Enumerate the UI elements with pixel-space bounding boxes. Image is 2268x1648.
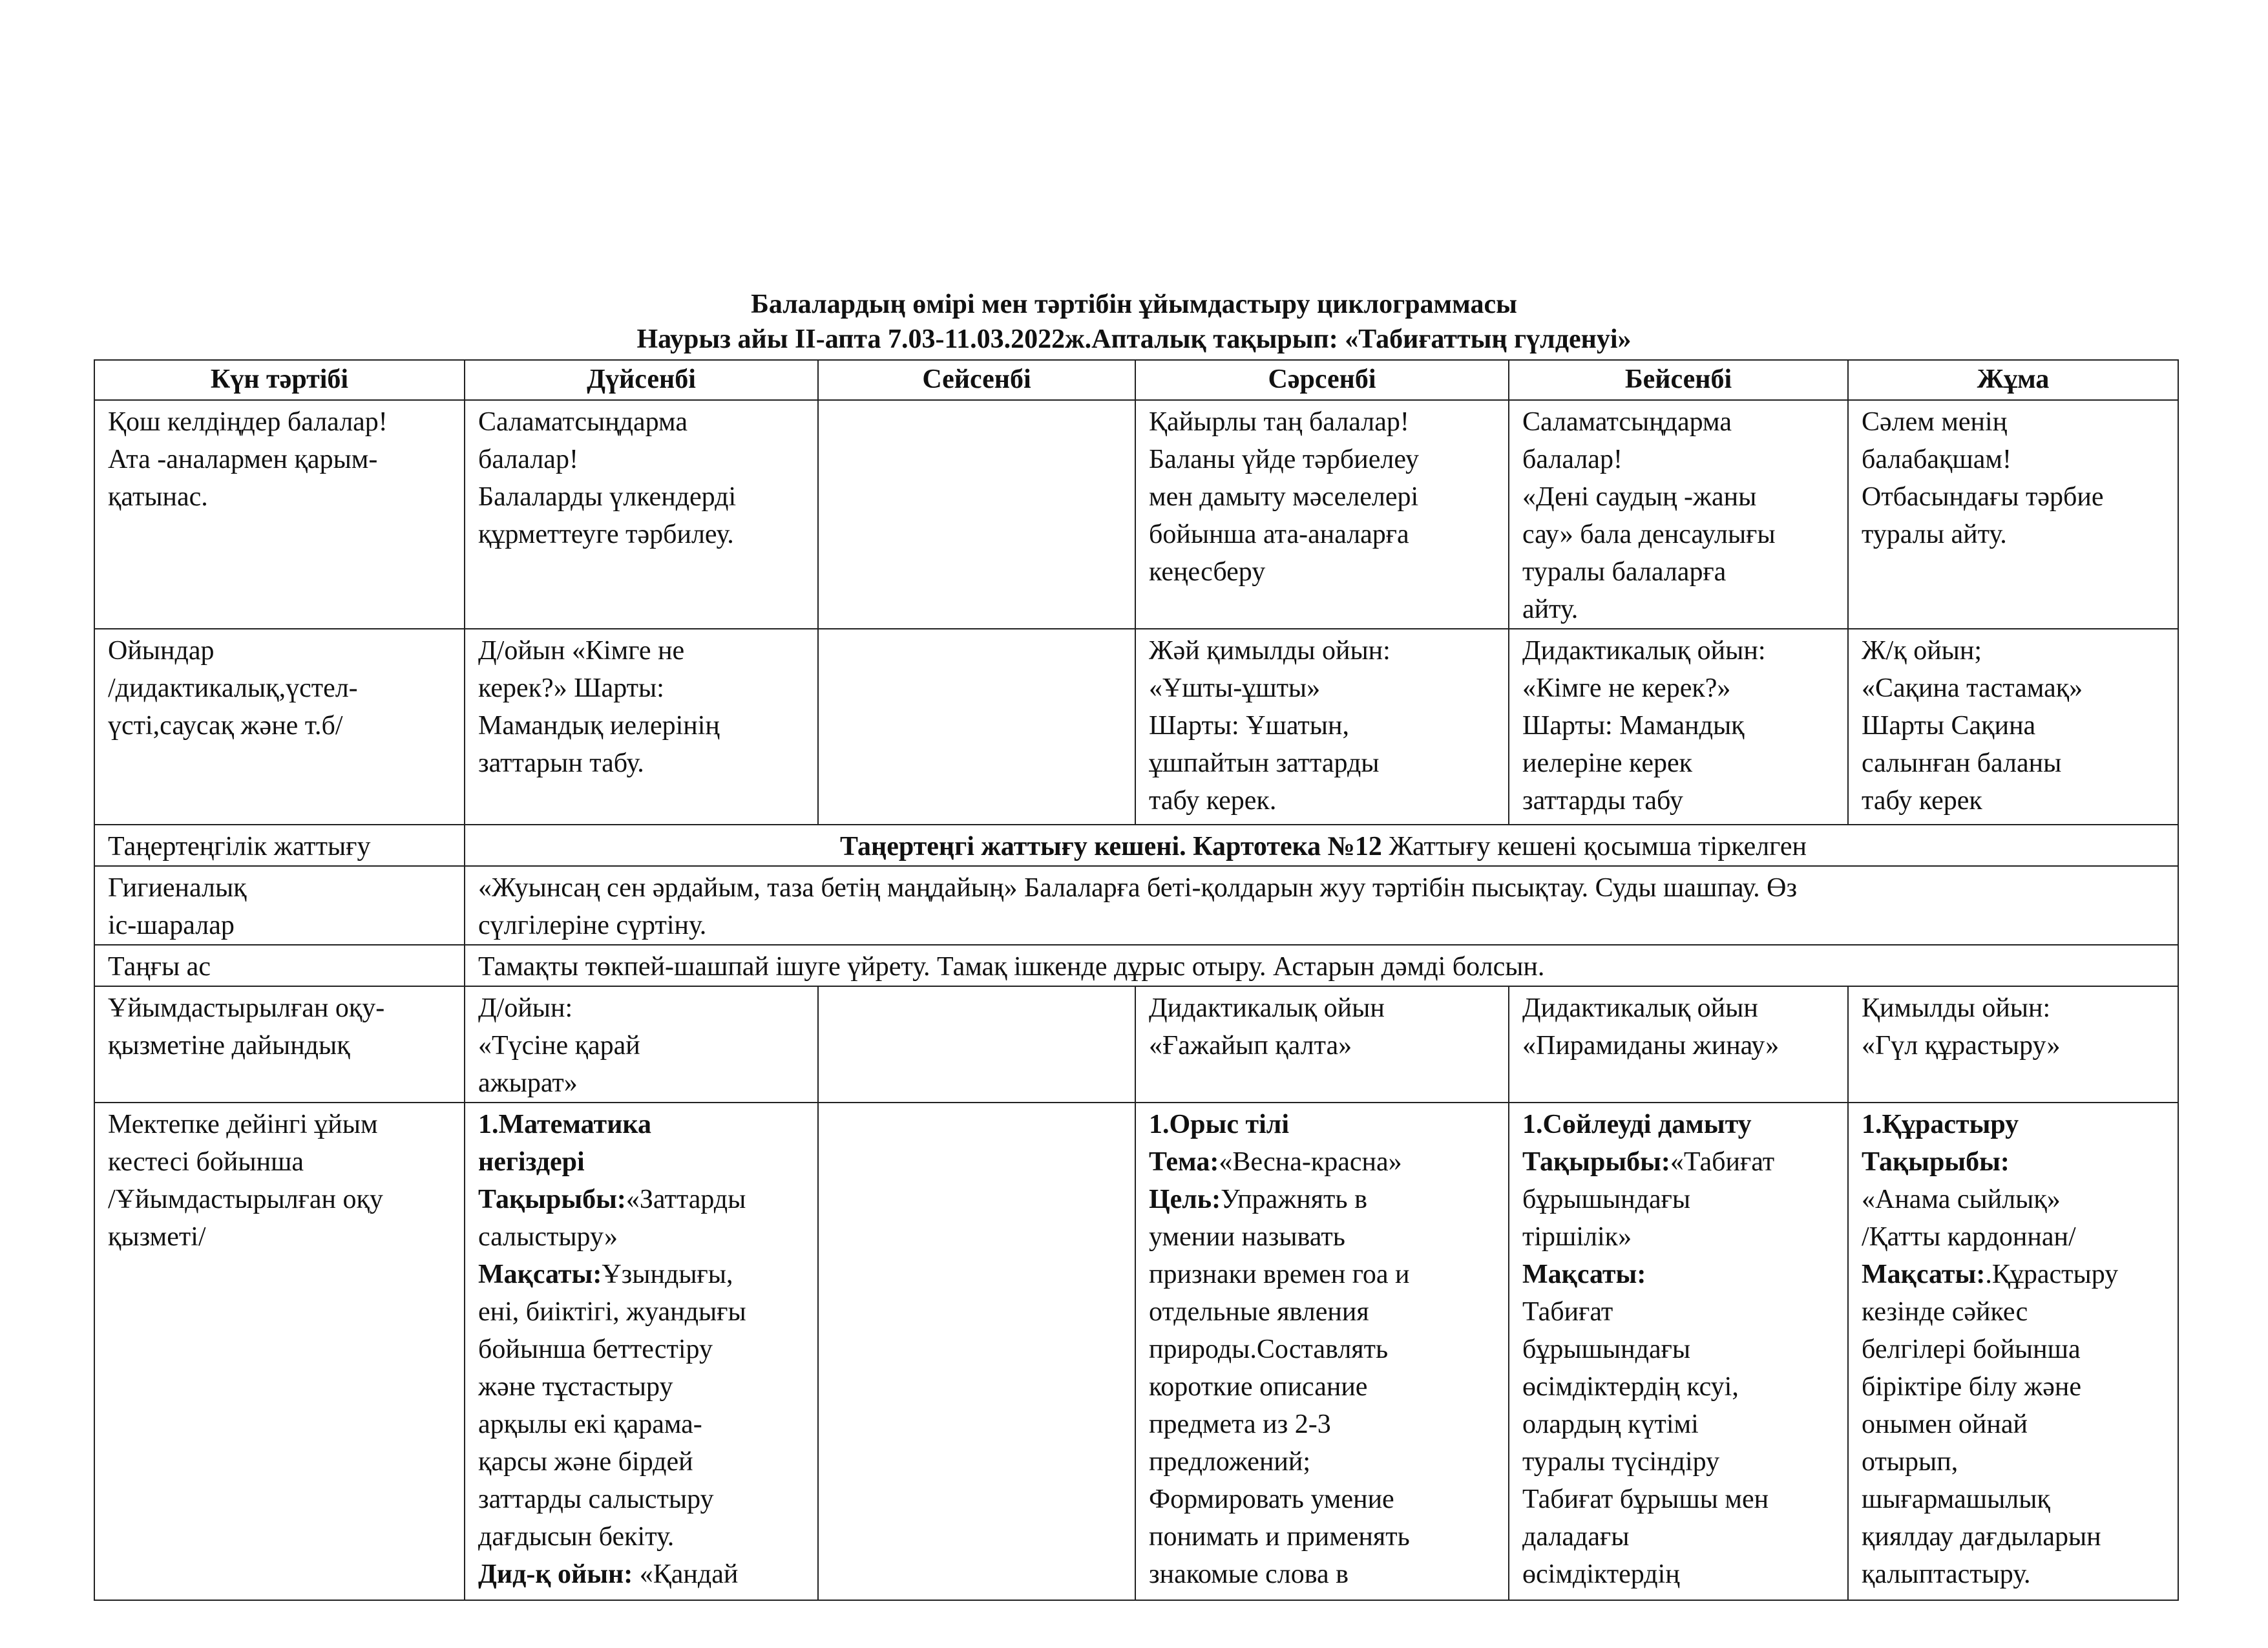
cell-line <box>478 1518 808 1556</box>
bold-label: 1.Сөйлеуді дамыту <box>1522 1110 1752 1139</box>
cell-line: Дидактикалық ойын <box>1149 993 1385 1023</box>
cell-line: Шарты: Мамандық <box>1522 711 1745 741</box>
cell-line: ажырат» <box>478 1068 578 1098</box>
line-text: понимать и применять <box>1149 1522 1410 1552</box>
cell-line: балабақшам! <box>1862 445 2011 474</box>
cell-wednesday <box>1135 629 1509 825</box>
line-text: өсімдіктердің ксуі, <box>1522 1372 1739 1402</box>
cell-line: сау» бала денсаулығы <box>1522 520 1776 549</box>
cell-line <box>1862 1256 2168 1293</box>
cell-line <box>1522 1181 1838 1218</box>
cell-line: табу керек <box>1862 786 1982 816</box>
cell-line: Қош келдіңдер балалар! <box>108 407 388 437</box>
cell-line <box>1149 1518 1499 1556</box>
cell-line <box>1862 1143 2168 1181</box>
bold-label: Тема: <box>1149 1147 1219 1177</box>
row-breakfast <box>94 945 2178 986</box>
cell-tuesday <box>818 986 1135 1103</box>
line-text: бұрышындағы <box>1522 1185 1691 1214</box>
line-text: заттарды салыстыру <box>478 1484 714 1514</box>
cell-line <box>1522 1256 1838 1293</box>
line-text: қарсы және бірдей <box>478 1447 693 1477</box>
morning-exercise-note: Жаттығу кешені қосымша тіркелген <box>1381 832 1807 861</box>
cell-line: мен дамыту мәселелері <box>1149 482 1419 512</box>
cell-line: «Жуынсаң сен әрдайым, таза бетің маңдайың» Балаларға беті-қолдарын жуу тәртібін пысықтау. Суды шашпау. Өз <box>478 873 1798 903</box>
line-text: .Құрастыру <box>1985 1260 2119 1289</box>
header-cell: Дүйсенбі <box>465 360 818 400</box>
cell-line <box>1862 1331 2168 1368</box>
cell-monday <box>465 629 818 825</box>
line-text: біріктіре білу және <box>1862 1372 2081 1402</box>
cell-line <box>478 1443 808 1481</box>
line-text: қиялдау дағдыларын <box>1862 1522 2101 1552</box>
line-text: короткие описание <box>1149 1372 1368 1402</box>
bold-label: Мақсаты: <box>1522 1260 1646 1289</box>
line-text: туралы түсіндіру <box>1522 1447 1720 1477</box>
cell-line <box>1522 1143 1838 1181</box>
line-text: онымен ойнай <box>1862 1410 2028 1439</box>
cell-line: Шарты: Ұшатын, <box>1149 711 1349 741</box>
cell-line: Ойындар <box>108 636 215 666</box>
cell-line <box>1862 1443 2168 1481</box>
line-text: белгілері бойынша <box>1862 1335 2081 1364</box>
cell-line: Ата -аналармен қарым- <box>108 445 378 474</box>
cell-line: Отбасындағы тәрбие <box>1862 482 2104 512</box>
cell-monday <box>465 400 818 629</box>
row-label <box>94 400 465 629</box>
cell-line <box>478 1143 808 1181</box>
cell-line <box>478 1481 808 1518</box>
line-text: «Қандай <box>633 1559 739 1589</box>
cell-line <box>478 1556 808 1593</box>
cell-line: Дидактикалық ойын <box>1522 993 1758 1023</box>
cell-line: «Пирамиданы жинау» <box>1522 1031 1780 1061</box>
cell-line: салынған баланы <box>1862 748 2062 778</box>
cell-line <box>1862 1368 2168 1406</box>
cell-tuesday <box>818 1103 1135 1600</box>
cell-line <box>1862 1406 2168 1443</box>
line-text: отдельные явления <box>1149 1297 1369 1327</box>
cell-line: қызметі/ <box>108 1222 206 1252</box>
cell-line: Саламатсыңдарма <box>1522 407 1732 437</box>
hygiene-cell <box>465 866 2178 945</box>
cell-friday <box>1848 629 2178 825</box>
line-text: Ұзындығы, <box>602 1260 733 1289</box>
line-text: бұрышындағы <box>1522 1335 1691 1364</box>
line-text: ені, биіктігі, жуандығы <box>478 1297 746 1327</box>
row-label: Таңертеңгілік жаттығу <box>94 825 465 866</box>
cell-line: кеңесберу <box>1149 557 1266 587</box>
cell-line <box>478 1406 808 1443</box>
cell-line <box>1149 1256 1499 1293</box>
cell-line <box>1522 1406 1838 1443</box>
cell-tuesday <box>818 400 1135 629</box>
cell-line: табу керек. <box>1149 786 1277 816</box>
cell-line: туралы балаларға <box>1522 557 1727 587</box>
cell-line: керек?» Шарты: <box>478 673 664 703</box>
cell-line: заттарын табу. <box>478 748 644 778</box>
cell-line: Саламатсыңдарма <box>478 407 688 437</box>
morning-exercise-title: Таңертеңгі жаттығу кешені. Картотека №12 <box>840 832 1382 861</box>
cell-line <box>1149 1143 1499 1181</box>
cell-line <box>1149 1481 1499 1518</box>
cell-thursday <box>1509 629 1848 825</box>
cell-line <box>478 1218 808 1256</box>
cell-line: құрметтеуге тәрбилеу. <box>478 520 734 549</box>
cell-line <box>1862 1106 2168 1143</box>
cell-line <box>478 1256 808 1293</box>
line-text: Упражнять в <box>1221 1185 1367 1214</box>
cell-line <box>1522 1331 1838 1368</box>
cell-line: Д/ойын: <box>478 993 573 1023</box>
cell-line: қызметіне дайындық <box>108 1031 350 1061</box>
cell-line <box>1862 1518 2168 1556</box>
cell-line <box>1149 1106 1499 1143</box>
cell-line: Қайырлы таң балалар! <box>1149 407 1409 437</box>
header-cell: Сейсенбі <box>818 360 1135 400</box>
cell-line <box>1149 1368 1499 1406</box>
breakfast-cell: Тамақты төкпей-шашпай ішуге үйрету. Тамақ ішкенде дұрыс отыру. Астарын дәмді болсын. <box>465 945 2178 986</box>
cell-tuesday <box>818 629 1135 825</box>
line-text: кезінде сәйкес <box>1862 1297 2028 1327</box>
cell-line <box>478 1181 808 1218</box>
bold-label: Мақсаты: <box>478 1260 602 1289</box>
cell-wednesday <box>1135 1103 1509 1600</box>
cyclogram-table <box>94 359 2179 1601</box>
line-text: /Қатты кардоннан/ <box>1862 1222 2076 1252</box>
cell-wednesday <box>1135 986 1509 1103</box>
cell-line: бойынша ата-аналарға <box>1149 520 1409 549</box>
cell-line: Балаларды үлкендерді <box>478 482 737 512</box>
bold-label: Дид-қ ойын: <box>478 1559 633 1589</box>
line-text: олардың күтімі <box>1522 1410 1699 1439</box>
cell-line <box>1522 1556 1838 1593</box>
cell-line: үсті,саусақ және т.б/ <box>108 711 343 741</box>
line-text: даладағы <box>1522 1522 1630 1552</box>
line-text: өсімдіктердің <box>1522 1559 1680 1589</box>
cell-line: Мектепке дейінгі ұйым <box>108 1110 378 1139</box>
cell-line <box>478 1331 808 1368</box>
cell-friday <box>1848 1103 2178 1600</box>
row-label <box>94 866 465 945</box>
cell-line <box>1862 1218 2168 1256</box>
bold-label: Тақырыбы: <box>1862 1147 2010 1177</box>
cell-line: ұшпайтын заттарды <box>1149 748 1380 778</box>
bold-label: негіздері <box>478 1147 585 1177</box>
cell-monday <box>465 986 818 1103</box>
cell-line: сүлгілеріне сүртіну. <box>478 911 707 940</box>
line-text: «Табиғат <box>1670 1147 1775 1177</box>
cell-line: «Сақина тастамақ» <box>1862 673 2083 703</box>
header-row <box>94 360 2178 400</box>
cell-line <box>1522 1481 1838 1518</box>
cell-line: айту. <box>1522 595 1579 624</box>
row-label <box>94 1103 465 1600</box>
cell-thursday <box>1509 400 1848 629</box>
line-text: қалыптастыру. <box>1862 1559 2031 1589</box>
line-text: предложений; <box>1149 1447 1311 1477</box>
cell-line: заттарды табу <box>1522 786 1683 816</box>
cell-line <box>1522 1443 1838 1481</box>
line-text: тіршілік» <box>1522 1222 1632 1252</box>
cell-friday <box>1848 400 2178 629</box>
cell-line <box>1862 1556 2168 1593</box>
cell-thursday <box>1509 986 1848 1103</box>
header-cell: Сәрсенбі <box>1135 360 1509 400</box>
cell-line <box>1149 1406 1499 1443</box>
cell-line: Жәй қимылды ойын: <box>1149 636 1391 666</box>
line-text: «Весна-красна» <box>1219 1147 1402 1177</box>
cell-line: /Ұйымдастырылған оқу <box>108 1185 383 1214</box>
cell-line <box>1149 1556 1499 1593</box>
bold-label: Тақырыбы: <box>478 1185 626 1214</box>
document-title: Балалардың өмірі мен тәртібін ұйымдастыру циклограммасы <box>751 290 1517 319</box>
cell-line <box>1522 1218 1838 1256</box>
line-text: природы.Составлять <box>1149 1335 1389 1364</box>
row-label: Таңғы ас <box>94 945 465 986</box>
line-text: Формировать умение <box>1149 1484 1394 1514</box>
line-text: умении называть <box>1149 1222 1345 1252</box>
cell-friday <box>1848 986 2178 1103</box>
row-greeting <box>94 400 2178 629</box>
row-label <box>94 986 465 1103</box>
bold-label: 1.Математика <box>478 1110 651 1139</box>
cell-line: «Гүл құрастыру» <box>1862 1031 2061 1061</box>
cell-thursday <box>1509 1103 1848 1600</box>
line-text: предмета из 2-3 <box>1149 1410 1331 1439</box>
line-text: признаки времен гоа и <box>1149 1260 1410 1289</box>
cell-line: Шарты Сақина <box>1862 711 2036 741</box>
cell-line: Гигиеналық <box>108 873 247 903</box>
cell-line <box>1522 1293 1838 1331</box>
line-text: знакомые слова в <box>1149 1559 1349 1589</box>
cell-line: Сәлем менің <box>1862 407 2008 437</box>
row-schedule <box>94 1103 2178 1600</box>
line-text: Табиғат бұрышы мен <box>1522 1484 1769 1514</box>
bold-label: 1.Құрастыру <box>1862 1110 2019 1139</box>
line-text: дағдысын бекіту. <box>478 1522 675 1552</box>
row-label <box>94 629 465 825</box>
cell-line: кестесі бойынша <box>108 1147 304 1177</box>
cell-line <box>1862 1293 2168 1331</box>
cell-line <box>1149 1181 1499 1218</box>
row-hygiene <box>94 866 2178 945</box>
cell-line: «Ұшты-ұшты» <box>1149 673 1321 703</box>
line-text: «Анама сыйлық» <box>1862 1185 2061 1214</box>
cell-line: балалар! <box>1522 445 1622 474</box>
cell-line: Баланы үйде тәрбиелеу <box>1149 445 1419 474</box>
cell-line: Мамандық иелерінің <box>478 711 720 741</box>
cell-line <box>1862 1481 2168 1518</box>
cell-line <box>478 1293 808 1331</box>
header-cell: Бейсенбі <box>1509 360 1848 400</box>
line-text: салыстыру» <box>478 1222 618 1252</box>
line-text: арқылы екі қарама- <box>478 1410 702 1439</box>
row-morning-exercise <box>94 825 2178 866</box>
cell-line <box>1522 1518 1838 1556</box>
cell-line <box>1522 1368 1838 1406</box>
line-text: «Заттарды <box>625 1185 746 1214</box>
cell-line: Ж/қ ойын; <box>1862 636 1982 666</box>
cell-line: «Түсіне қарай <box>478 1031 640 1061</box>
cell-line <box>1862 1181 2168 1218</box>
cell-line <box>1149 1443 1499 1481</box>
cell-line: іс-шаралар <box>108 911 235 940</box>
cell-line: «Кімге не керек?» <box>1522 673 1731 703</box>
bold-label: 1.Орыс тілі <box>1149 1110 1289 1139</box>
line-text: бойынша беттестіру <box>478 1335 713 1364</box>
cell-line <box>478 1368 808 1406</box>
bold-label: Тақырыбы: <box>1522 1147 1670 1177</box>
cell-line: Қимылды ойын: <box>1862 993 2051 1023</box>
bold-label: Мақсаты: <box>1862 1260 1986 1289</box>
line-text: отырып, <box>1862 1447 1958 1477</box>
line-text: шығармашылық <box>1862 1484 2050 1514</box>
line-text: Табиғат <box>1522 1297 1613 1327</box>
cell-line: «Ғажайып қалта» <box>1149 1031 1352 1061</box>
cell-line: Дидактикалық ойын: <box>1522 636 1766 666</box>
document-subtitle: Наурыз айы ІІ-апта 7.03-11.03.2022ж.Апталық тақырып: «Табиғаттың гүлденуі» <box>636 324 1632 354</box>
cell-line: Ұйымдастырылған оқу- <box>108 993 385 1023</box>
header-cell: Жұма <box>1848 360 2178 400</box>
cell-line: «Дені саудың -жаны <box>1522 482 1757 512</box>
cell-line <box>478 1106 808 1143</box>
cell-line: /дидактикалық,үстел- <box>108 673 358 703</box>
cell-line <box>1149 1331 1499 1368</box>
line-text: және тұстастыру <box>478 1372 673 1402</box>
row-games <box>94 629 2178 825</box>
row-preparation <box>94 986 2178 1103</box>
header-cell: Күн тәртібі <box>94 360 465 400</box>
cell-line: иелеріне керек <box>1522 748 1693 778</box>
cell-line: туралы айту. <box>1862 520 2007 549</box>
cell-wednesday <box>1135 400 1509 629</box>
cell-monday <box>465 1103 818 1600</box>
cell-line: балалар! <box>478 445 578 474</box>
cell-line <box>1149 1218 1499 1256</box>
cell-line: Д/ойын «Кімге не <box>478 636 685 666</box>
morning-exercise-cell <box>465 825 2178 866</box>
cell-line: қатынас. <box>108 482 208 512</box>
cell-line <box>1522 1106 1838 1143</box>
bold-label: Цель: <box>1149 1185 1221 1214</box>
cell-line <box>1149 1293 1499 1331</box>
